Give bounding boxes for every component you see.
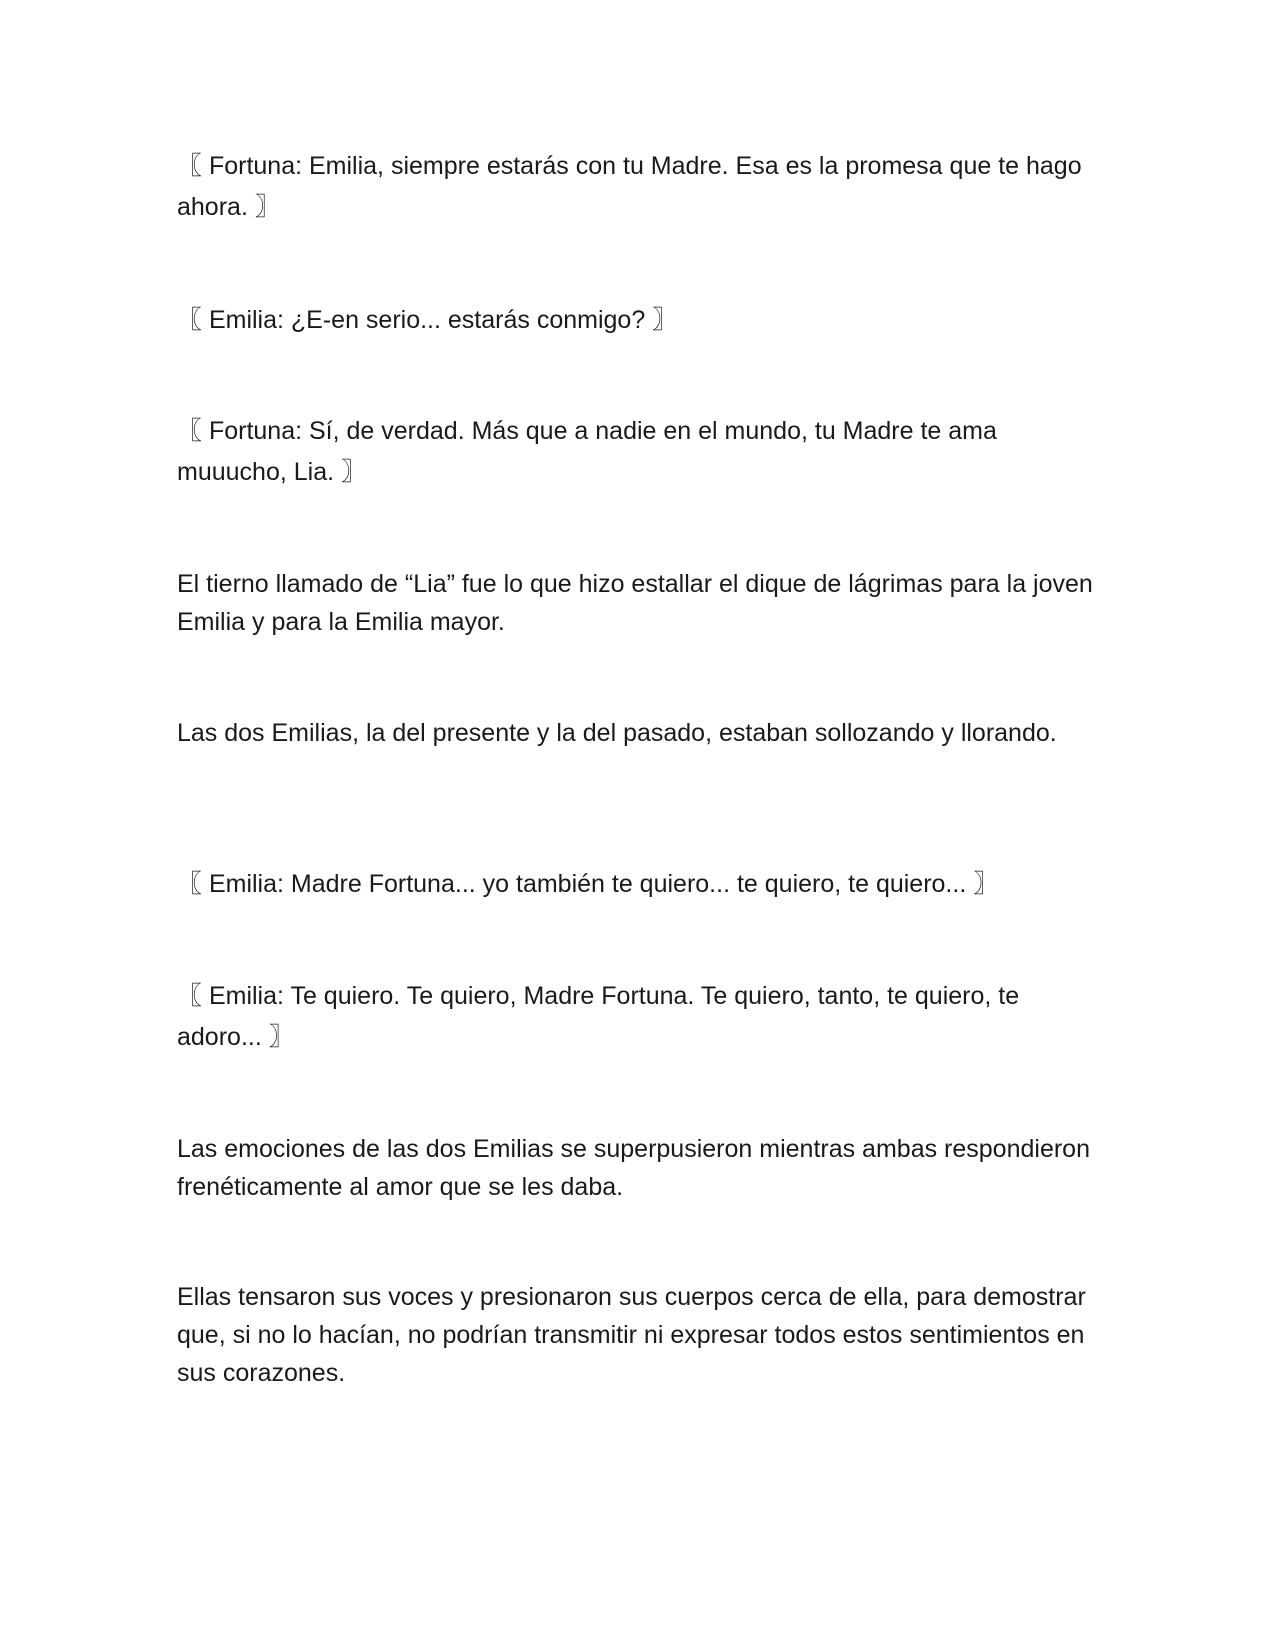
paragraph-narration-2: Las dos Emilias, la del presente y la del pasado, estaban sollozando y llorando. (177, 719, 1057, 747)
paragraph-narration-3: Las emociones de las dos Emilias se superpusieron mientras ambas respondieron frenéticamente al amor que se les daba. (177, 1135, 1090, 1201)
paragraph-narration-4: Ellas tensaron sus voces y presionaron sus cuerpos cerca de ella, para demostrar que, si no lo hacían, no podrían transmitir ni expresar todos estos sentimientos en sus corazones. (177, 1283, 1086, 1387)
paragraph-dialogue-3: 〖 Fortuna: Sí, de verdad. Más que a nadie en el mundo, tu Madre te ama muuucho, Lia. 〗 (177, 417, 997, 486)
paragraph-dialogue-2: 〖 Emilia: ¿E-en serio... estarás conmigo? 〗 (177, 306, 678, 334)
paragraph-dialogue-1: 〖 Fortuna: Emilia, siempre estarás con tu Madre. Esa es la promesa que te hago ahora. 〗 (177, 152, 1082, 221)
paragraph-narration-1: El tierno llamado de “Lia” fue lo que hizo estallar el dique de lágrimas para la joven Emilia y para la Emilia mayor. (177, 570, 1093, 636)
paragraph-dialogue-4: 〖 Emilia: Madre Fortuna... yo también te quiero... te quiero, te quiero... 〗 (177, 870, 999, 898)
paragraph-dialogue-5: 〖 Emilia: Te quiero. Te quiero, Madre Fortuna. Te quiero, tanto, te quiero, te adoro... 〗 (177, 982, 1020, 1051)
